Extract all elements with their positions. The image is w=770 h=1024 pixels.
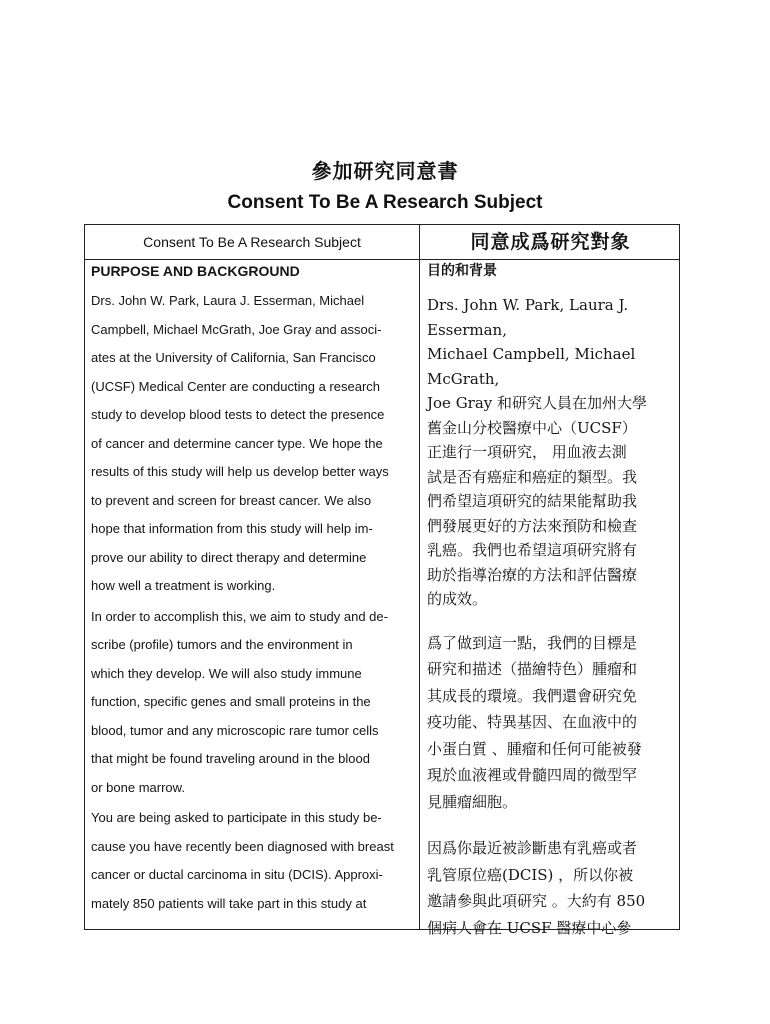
english-paragraph-participation: You are being asked to participate in this study be- cause you have recently been diagnosed with breast cancer or ductal carcinoma in situ (DCIS). Approxi- mately 850 patients will take part in this study at	[91, 810, 394, 911]
chinese-paragraph-method: 爲了做到這一點，我們的目標是 研究和描述（描繪特色）腫瘤和 其成長的環境。我們還會研究免 疫功能、特異基因、在血液中的 小蛋白質 、腫瘤和任何可能被發 現於血液裡或骨髓四周的微型罕 見腫瘤細胞。	[427, 633, 642, 811]
english-column	[91, 261, 415, 918]
document-title-english: Consent To Be A Research Subject	[227, 192, 543, 213]
bilingual-consent-table	[84, 224, 680, 937]
english-paragraph-purpose: Drs. John W. Park, Laura J. Esserman, Michael Campbell, Michael McGrath, Joe Gray and associ- ates at the University of California, San Francisco (UCSF) Medical Center are conducting a research study to develop blood tests to detect the presence of cancer and determine cancer type. We hope the results of this study will help us develop better ways to prevent and screen for breast cancer. We also hope that information from this study will help im- prove our ability to direct therapy and determine how well a treatment is working.	[91, 293, 389, 593]
column-divider	[419, 225, 420, 929]
chinese-column	[427, 261, 677, 941]
english-paragraph-method: In order to accomplish this, we aim to study and de- scribe (profile) tumors and the environment in which they develop. We will also study immune function, specific genes and small proteins in the blood, tumor and any microscopic rare tumor cells that might be found traveling around in the blood or bone marrow.	[91, 608, 388, 795]
header-divider	[85, 259, 679, 260]
chinese-paragraph-purpose: Drs. John W. Park, Laura J. Esserman, Michael Campbell, Michael McGrath, Joe Gray 和研究人員在加州大學 舊金山分校醫療中心（UCSF） 正進行一項研究， 用血液去測 試是否有癌症和癌症的類型。我 們希望這項研究的結果能幫助我 們發展更好的方法來預防和檢查 乳癌。我們也希望這項研究將有 助於指導治療的方法和評估醫療 的成效。	[427, 296, 648, 608]
table-header-chinese: 同意成爲研究對象	[470, 231, 631, 253]
table-header-english: Consent To Be A Research Subject	[143, 234, 361, 250]
section-heading-chinese: 目的和背景	[427, 263, 497, 279]
document-title-chinese: 參加研究同意書	[311, 159, 459, 183]
section-heading-english: PURPOSE AND BACKGROUND	[91, 263, 300, 279]
chinese-paragraph-participation: 因爲你最近被診斷患有乳癌或者 乳管原位癌(DCIS) ，所以你被 邀請參與此項研究 。大約有 850 個病人會在 UCSF 醫療中心參	[427, 839, 646, 937]
